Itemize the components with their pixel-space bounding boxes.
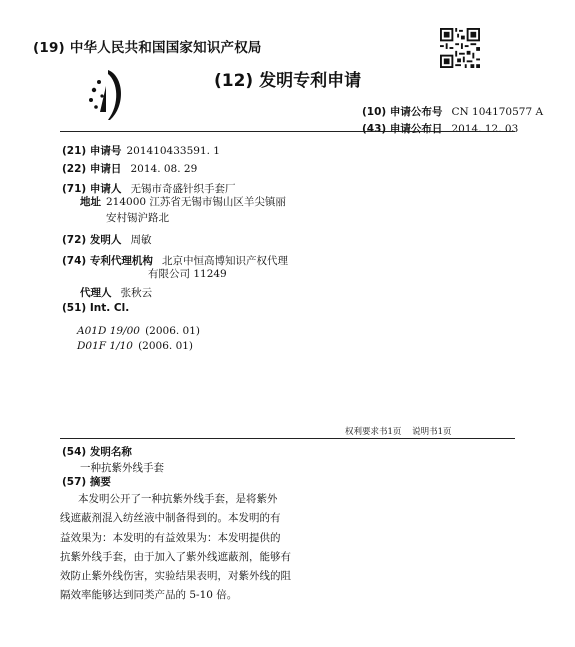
address-line-2: 安村锡沪路北 (106, 212, 169, 224)
int-cl-label: (51) Int. Cl. (62, 302, 130, 314)
ipc-classification-2 (77, 334, 193, 353)
publication-date-label: (43) 申请公布日 (362, 123, 443, 135)
application-number-label: (21) 申请号 (62, 145, 122, 157)
claims-pages: 权利要求书1页 (345, 427, 402, 437)
inventor-value: 周敏 (130, 234, 152, 246)
inventor-label: (72) 发明人 (62, 234, 122, 246)
applicant-value: 无锡市奇盛针织手套厂 (130, 183, 236, 195)
ipc-date-1: (2006. 01) (145, 325, 201, 337)
ipc-date-2: (2006. 01) (138, 340, 194, 352)
publication-number-label: (10) 申请公布号 (362, 106, 443, 118)
document-type: (12) 发明专利申请 (214, 71, 362, 91)
agent-row (80, 281, 152, 300)
inventor-row (62, 228, 151, 247)
applicant-label: (71) 申请人 (62, 183, 122, 195)
abstract-text (60, 490, 310, 606)
agency-line-2: 有限公司 11249 (148, 268, 227, 280)
abstract-line: 本发明公开了一种抗紫外线手套，是将紫外 (78, 493, 278, 505)
address-line-1: 214000 江苏省无锡市锡山区羊尖镇丽 (106, 196, 286, 208)
application-number-value: 201410433591. 1 (126, 145, 220, 157)
abstract-line: 隔效率能够达到同类产品的 5-10 倍。 (60, 589, 238, 602)
description-pages: 说明书1页 (412, 427, 452, 437)
publication-number-value: CN 104170577 A (451, 106, 544, 118)
agency-label: (74) 专利代理机构 (62, 255, 153, 267)
application-date-value: 2014. 08. 29 (130, 163, 198, 175)
issuing-office: (19) 中华人民共和国国家知识产权局 (33, 40, 262, 56)
qr-code (440, 28, 480, 68)
application-date-label: (22) 申请日 (62, 163, 122, 175)
application-number-row (62, 139, 220, 158)
patent-office-emblem (86, 66, 130, 122)
abstract-line: 抗紫外线手套，由于加入了紫外线遮蔽剂，能够有 (60, 550, 291, 563)
ipc-code-1: A01D 19/00 (77, 325, 140, 337)
invention-title-label: (54) 发明名称 (62, 446, 132, 458)
abstract-line: 效防止紫外线伤害，实验结果表明，对紫外线的阻 (60, 570, 291, 583)
abstract-line: 线遮蔽剂混入纺丝液中制备得到的。本发明的有 (60, 512, 281, 525)
invention-title: 一种抗紫外线手套 (80, 462, 164, 474)
application-date-row (62, 157, 197, 176)
agent-label: 代理人 (80, 287, 112, 299)
address-label: 地址 (80, 196, 101, 208)
abstract-label: (57) 摘要 (62, 476, 111, 488)
agent-value: 张秋云 (120, 287, 153, 299)
section-divider (60, 438, 515, 439)
page-count-row (345, 425, 452, 437)
publication-date-row (362, 117, 518, 136)
abstract-line: 益效果为：本发明的有益效果为：本发明提供的 (60, 531, 281, 544)
ipc-code-2: D01F 1/10 (77, 340, 133, 352)
agency-line-1: 北京中恒高博知识产权代理 (161, 255, 288, 267)
header-divider (60, 131, 515, 132)
publication-date-value: 2014. 12. 03 (451, 123, 519, 135)
